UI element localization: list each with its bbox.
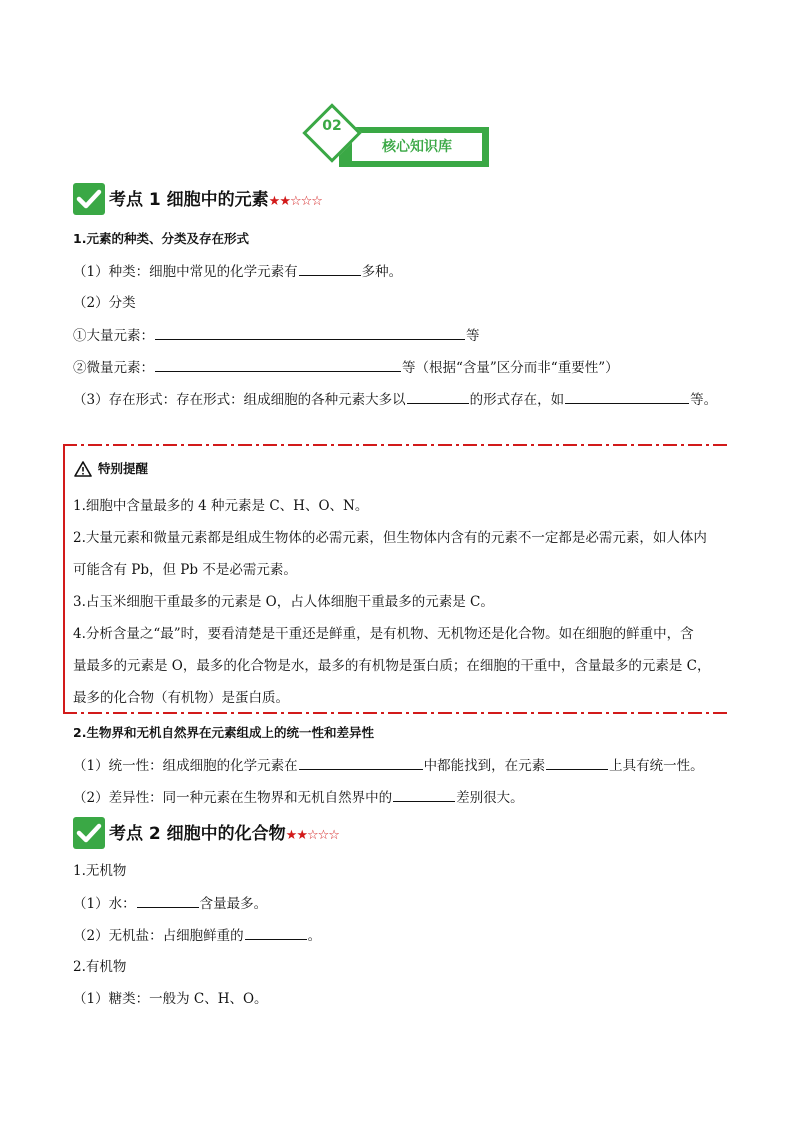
kp1-line-trace: [73, 357, 619, 378]
kp1-heading1: 1.元素的种类、分类及存在形式: [73, 231, 249, 246]
kp2-line-sugar: （1）糖类：一般为 C、H、O。: [73, 991, 268, 1007]
text: 的形式存在，如: [469, 392, 565, 408]
kp1-line-difference: [73, 787, 524, 808]
reminder-item: 3.占玉米细胞干重最多的元素是 O，占人体细胞干重最多的元素是 C。: [73, 594, 494, 610]
text: 多种。: [361, 264, 403, 280]
answer-blank[interactable]: [299, 755, 423, 770]
kp1-line-major: [73, 325, 480, 346]
answer-blank[interactable]: [393, 787, 455, 802]
warning-icon: [74, 461, 92, 477]
text: 等。: [690, 392, 718, 408]
kp1-line-unity: [73, 755, 704, 776]
reminder-item: 1.细胞中含量最多的 4 种元素是 C、H、O、N。: [73, 498, 369, 514]
text: 。: [307, 928, 322, 944]
badge-number: 02: [322, 118, 342, 134]
answer-blank[interactable]: [137, 893, 199, 908]
kp1-line-types: [73, 261, 402, 282]
checkmark-icon: [73, 183, 105, 215]
kp1-line-form: [73, 389, 717, 410]
answer-blank[interactable]: [407, 389, 469, 404]
answer-blank[interactable]: [565, 389, 689, 404]
text: （2）差异性：同一种元素在生物界和无机自然界中的: [73, 790, 393, 806]
answer-blank[interactable]: [155, 357, 401, 372]
kp1-line-classify: （2）分类: [73, 295, 136, 311]
reminder-item: 4.分析含量之“最”时，要看清楚是干重还是鲜重，是有机物、无机物还是化合物。如在细胞的鲜重中，含: [73, 626, 694, 642]
checkmark-icon: [73, 817, 105, 849]
kp1-stars: ★★☆☆☆: [268, 194, 322, 209]
kp1-heading2: 2.生物界和无机自然界在元素组成上的统一性和差异性: [73, 725, 374, 740]
text: 中都能找到，在元素: [423, 758, 546, 774]
kp2-title: [109, 822, 339, 848]
kp1-title-text: 考点 1 细胞中的元素: [109, 190, 269, 210]
reminder-title: 特别提醒: [98, 461, 149, 476]
text: （1）水：: [73, 896, 136, 912]
text: （1）统一性：组成细胞的化学元素在: [73, 758, 298, 774]
badge-title: 核心知识库: [351, 132, 483, 162]
text: （2）无机盐：占细胞鲜重的: [73, 928, 244, 944]
kp2-heading-inorganic: 1.无机物: [73, 863, 127, 879]
kp1-title: [109, 188, 322, 214]
kp2-line-water: [73, 893, 267, 914]
answer-blank[interactable]: [155, 325, 465, 340]
reminder-item: 2.大量元素和微量元素都是组成生物体的必需元素，但生物体内含有的元素不一定都是必需元素，如人体内: [73, 530, 707, 546]
reminder-item: 量最多的元素是 O，最多的化合物是水，最多的有机物是蛋白质；在细胞的干重中，含量最多的元素是 C，: [73, 658, 711, 674]
answer-blank[interactable]: [245, 925, 307, 940]
text: 含量最多。: [199, 896, 268, 912]
answer-blank[interactable]: [299, 261, 361, 276]
kp2-title-text: 考点 2 细胞中的化合物: [109, 824, 286, 844]
reminder-item: 最多的化合物（有机物）是蛋白质。: [73, 690, 289, 706]
reminder-item: 可能含有 Pb，但 Pb 不是必需元素。: [73, 562, 297, 578]
text: 差别很大。: [456, 790, 524, 806]
text: ①大量元素：: [73, 328, 154, 344]
kp2-heading-organic: 2.有机物: [73, 959, 127, 975]
text: ②微量元素：: [73, 360, 154, 376]
text: 等: [466, 328, 480, 344]
text: （3）存在形式：存在形式：组成细胞的各种元素大多以: [73, 392, 406, 408]
kp2-stars: ★★☆☆☆: [285, 828, 339, 843]
text: （1）种类：细胞中常见的化学元素有: [73, 264, 298, 280]
answer-blank[interactable]: [546, 755, 608, 770]
text: 等（根据“含量”区分而非“重要性”）: [402, 360, 619, 376]
kp2-line-salt: [73, 925, 321, 946]
text: 上具有统一性。: [609, 758, 704, 774]
